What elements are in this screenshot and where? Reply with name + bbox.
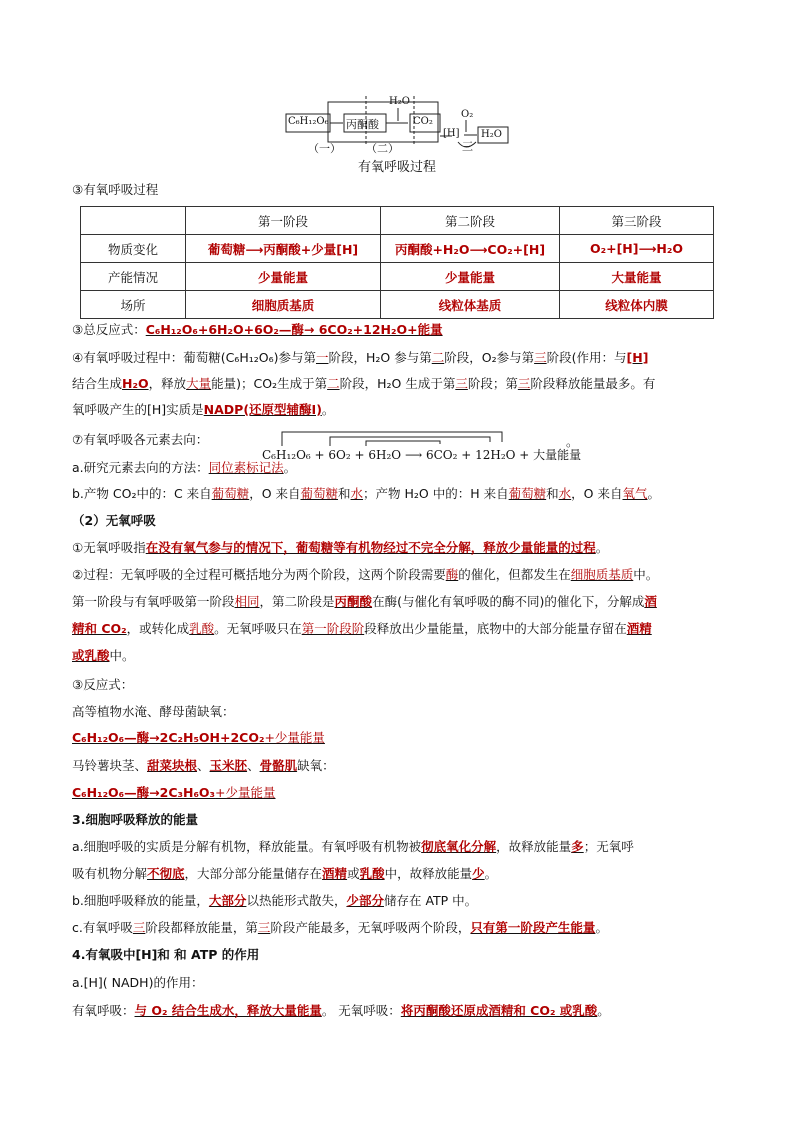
energy-line-4 bbox=[72, 918, 608, 936]
answer: 葡萄糖 bbox=[508, 486, 547, 501]
energy-release-title: 3.细胞呼吸释放的能量 bbox=[72, 812, 198, 827]
energy-line-1 bbox=[72, 837, 634, 855]
table-cell: 线粒体内膜 bbox=[560, 291, 714, 319]
answer: 少 bbox=[472, 866, 485, 881]
text: ②过程：无氧呼吸的全过程可概括地分为两个阶段，这两个阶段需要 bbox=[72, 567, 446, 582]
text: 中，故释放能量 bbox=[384, 866, 473, 881]
answer: 或乳酸 bbox=[72, 648, 110, 663]
answer: 三 bbox=[455, 376, 468, 391]
stage-one-label: （一） bbox=[308, 142, 341, 155]
answer: C₆H₁₂O₆—酶→2C₂H₅OH+2CO₂ bbox=[72, 730, 265, 745]
anaerobic-title: （2）无氧呼吸 bbox=[72, 513, 156, 528]
answer: 酒精 bbox=[322, 866, 348, 881]
element-flow-products-line bbox=[72, 484, 660, 502]
text: b.细胞呼吸释放的能量， bbox=[72, 893, 209, 908]
answer: 大部分 bbox=[208, 893, 247, 908]
element-flow-equation: C₆H₁₂O₆ + 6O₂ + 6H₂O ⟶ 6CO₂ + 12H₂O + 大量能量 bbox=[262, 448, 582, 462]
aerobic-note-line-3 bbox=[72, 400, 334, 418]
text: ，O 来自 bbox=[249, 486, 301, 501]
aerobic-stages-table bbox=[80, 206, 714, 319]
text: 阶段都释放能量，第 bbox=[145, 920, 258, 935]
text: 。 bbox=[595, 920, 608, 935]
answer: C₆H₁₂O₆—酶→2C₃H₆O₃ bbox=[72, 785, 216, 800]
text: 和 bbox=[546, 486, 559, 501]
answer: 不彻底 bbox=[147, 866, 185, 881]
answer: 在没有氧气参与的情况下，葡萄糖等有机物经过不完全分解，释放少量能量的过程 bbox=[145, 540, 596, 555]
answer: 水 bbox=[558, 486, 572, 501]
answer: 大量 bbox=[186, 376, 212, 391]
total-equation-label: ③总反应式： bbox=[72, 322, 146, 337]
answer: 一 bbox=[315, 350, 329, 365]
answer: NADP(还原型辅酶Ⅰ) bbox=[203, 402, 322, 417]
text: 阶段，H₂O 生成于第 bbox=[339, 376, 456, 391]
answer: 酒精 bbox=[626, 621, 652, 636]
table-cell: 丙酮酸+H₂O⟶CO₂+[H] bbox=[381, 235, 560, 263]
alcohol-fermentation-line bbox=[72, 728, 325, 746]
text: 结合生成 bbox=[72, 376, 123, 391]
answer: H₂O bbox=[122, 376, 149, 391]
table-header-cell: 第二阶段 bbox=[381, 207, 560, 235]
nadh-role-label: a.[H]( NADH)的作用： bbox=[72, 975, 204, 990]
stage-three-label: 三 bbox=[462, 140, 473, 153]
energy-line-3 bbox=[72, 891, 477, 909]
section-aerobic-process-title: ③有氧呼吸过程 bbox=[72, 182, 159, 197]
diagram-caption: 有氧呼吸过程 bbox=[358, 160, 437, 175]
answer: 少部分 bbox=[346, 893, 384, 908]
answer: 三 bbox=[257, 920, 271, 935]
text: 马铃薯块茎、 bbox=[72, 758, 148, 773]
text: 。 bbox=[484, 866, 498, 881]
text: 。 bbox=[595, 540, 609, 555]
plant-yeast-label: 高等植物水淹、酵母菌缺氧： bbox=[72, 704, 235, 719]
text: 段释放出少量能量，底物中的大部分能量存留在 bbox=[364, 621, 627, 636]
anaerobic-line-3 bbox=[72, 592, 657, 610]
table-cell: O₂+[H]⟶H₂O bbox=[560, 235, 714, 263]
text: ，故释放能量 bbox=[496, 839, 572, 854]
answer: 水 bbox=[350, 486, 364, 501]
text: 。 无氧呼吸： bbox=[321, 1003, 401, 1018]
table-row bbox=[81, 291, 714, 319]
text: 有氧呼吸： bbox=[72, 1003, 135, 1018]
table-cell: 线粒体基质 bbox=[381, 291, 560, 319]
table-header-cell: 第三阶段 bbox=[560, 207, 714, 235]
answer: 葡萄糖 bbox=[300, 486, 339, 501]
nadh-role-line bbox=[72, 1001, 610, 1019]
element-flow-method-line bbox=[72, 458, 296, 476]
h-atp-role-title: 4.有氧吸中[H]和 和 ATP 的作用 bbox=[72, 947, 260, 962]
h2o-output-label: H₂O bbox=[481, 129, 502, 140]
answer: 与 O₂ 结合生成水，释放大量能量 bbox=[134, 1003, 322, 1018]
table-header-cell: 第一阶段 bbox=[186, 207, 381, 235]
energy-line-2 bbox=[72, 864, 497, 882]
answer: +少量能量 bbox=[264, 730, 325, 745]
text: 吸有机物分解 bbox=[72, 866, 148, 881]
answer: 玉米胚 bbox=[209, 758, 248, 773]
aerobic-process-diagram bbox=[280, 96, 520, 176]
text: 的催化，但都发生在 bbox=[458, 567, 571, 582]
table-row-label: 场所 bbox=[81, 291, 186, 319]
answer: 细胞质基质 bbox=[570, 567, 634, 582]
text: 中。 bbox=[633, 567, 659, 582]
table-row bbox=[81, 263, 714, 291]
text: c.有氧呼吸 bbox=[72, 920, 133, 935]
o2-input-label: O₂ bbox=[461, 109, 474, 120]
answer: 只有第一阶段产生能量 bbox=[470, 920, 596, 935]
text: 中。 bbox=[109, 648, 135, 663]
aerobic-note-line-2 bbox=[72, 374, 655, 392]
table-row-label: 物质变化 bbox=[81, 235, 186, 263]
answer: 骨骼肌 bbox=[259, 758, 298, 773]
text: 、 bbox=[247, 758, 260, 773]
answer: 乳酸 bbox=[359, 866, 385, 881]
table-header-row bbox=[81, 207, 714, 235]
answer: 三 bbox=[534, 350, 547, 365]
answer: 酒 bbox=[644, 594, 657, 609]
text: ①无氧呼吸指 bbox=[72, 540, 146, 555]
text: ，大部分部分能量储存在 bbox=[184, 866, 323, 881]
text: 阶段，O₂参与第 bbox=[444, 350, 535, 365]
text: a.细胞呼吸的实质是分解有机物，释放能量。有氧呼吸有机物被 bbox=[72, 839, 422, 854]
answer: 同位素标记法 bbox=[208, 460, 284, 475]
anaerobic-line-1 bbox=[72, 538, 608, 556]
text: 缺氧： bbox=[297, 758, 335, 773]
text: ，O 来自 bbox=[571, 486, 623, 501]
text: ，或转化成 bbox=[126, 621, 190, 636]
text: 、 bbox=[197, 758, 210, 773]
element-flow-arrows bbox=[270, 428, 530, 448]
answer: 乳酸 bbox=[189, 621, 215, 636]
text: 。 bbox=[283, 460, 297, 475]
answer: 二 bbox=[327, 376, 340, 391]
text: 阶段释放能量最多。有 bbox=[530, 376, 656, 391]
text: 阶段；第 bbox=[467, 376, 518, 391]
text: 以热能形式散失， bbox=[246, 893, 347, 908]
answer: 将丙酮酸还原成酒精和 CO₂ 或乳酸 bbox=[400, 1003, 598, 1018]
answer: 多 bbox=[571, 839, 584, 854]
lactic-fermentation-line bbox=[72, 783, 276, 801]
table-cell: 细胞质基质 bbox=[186, 291, 381, 319]
text: ；产物 H₂O 中的：H 来自 bbox=[363, 486, 509, 501]
text: ，第二阶段是 bbox=[259, 594, 335, 609]
text: 在酶(与催化有氧呼吸的酶不同)的催化下，分解成 bbox=[372, 594, 645, 609]
answer: 三 bbox=[517, 376, 531, 391]
table-cell: 大量能量 bbox=[560, 263, 714, 291]
text: 阶段，H₂O 参与第 bbox=[328, 350, 432, 365]
answer: 甜菜块根 bbox=[147, 758, 198, 773]
answer: 三 bbox=[132, 920, 146, 935]
anaerobic-line-2 bbox=[72, 565, 658, 583]
text: 。 bbox=[647, 486, 661, 501]
text: 第一阶段与有氧呼吸第一阶段 bbox=[72, 594, 235, 609]
text: 能量)；CO₂生成于第 bbox=[211, 376, 328, 391]
text: 。 bbox=[597, 1003, 610, 1018]
answer: 彻底氧化分解 bbox=[421, 839, 497, 854]
answer: +少量能量 bbox=[215, 785, 276, 800]
answer: 氧气 bbox=[622, 486, 648, 501]
text: ④有氧呼吸过程中：葡萄糖(C₆H₁₂O₆)参与第 bbox=[72, 350, 316, 365]
text: 和 bbox=[338, 486, 351, 501]
h-label: [H] bbox=[443, 128, 460, 139]
aerobic-note-line-1 bbox=[72, 348, 648, 366]
element-flow-dot: 。 bbox=[566, 434, 579, 449]
text: 阶段产能最多，无氧呼吸两个阶段， bbox=[270, 920, 471, 935]
answer: 酶 bbox=[445, 567, 459, 582]
text: 或 bbox=[347, 866, 360, 881]
glucose-box-label: C₆H₁₂O₆ bbox=[288, 116, 329, 127]
table-header-cell bbox=[81, 207, 186, 235]
table-cell: 少量能量 bbox=[186, 263, 381, 291]
text: b.产物 CO₂中的：C 来自 bbox=[72, 486, 212, 501]
table-cell: 少量能量 bbox=[381, 263, 560, 291]
text: 氧呼吸产生的[H]实质是 bbox=[72, 402, 204, 417]
text: 阶段(作用：与 bbox=[546, 350, 627, 365]
anaerobic-line-4 bbox=[72, 619, 652, 637]
text: 。 bbox=[321, 402, 335, 417]
total-equation-line bbox=[72, 320, 443, 338]
anaerobic-reaction-label: ③反应式： bbox=[72, 677, 134, 692]
co2-box-label: CO₂ bbox=[413, 116, 433, 127]
text: ，释放 bbox=[148, 376, 187, 391]
total-equation: C₆H₁₂O₆+6H₂O+6O₂—酶→ 6CO₂+12H₂O+能量 bbox=[145, 322, 443, 337]
answer: 精和 CO₂ bbox=[72, 621, 127, 636]
pyruvate-box-label: 丙酮酸 bbox=[346, 118, 379, 131]
answer: [H] bbox=[626, 350, 649, 365]
element-flow-title: ⑦有氧呼吸各元素去向： bbox=[72, 432, 209, 447]
table-row bbox=[81, 235, 714, 263]
answer: 葡萄糖 bbox=[211, 486, 250, 501]
answer: 第一阶段阶 bbox=[301, 621, 365, 636]
table-row-label: 产能情况 bbox=[81, 263, 186, 291]
stage-two-label: （二） bbox=[366, 142, 399, 155]
h2o-input-label: H₂O bbox=[389, 96, 410, 107]
anaerobic-line-5 bbox=[72, 646, 135, 664]
answer: 相同 bbox=[234, 594, 260, 609]
text: 。无氧呼吸只在 bbox=[214, 621, 302, 636]
answer: 二 bbox=[431, 350, 445, 365]
text: a.研究元素去向的方法： bbox=[72, 460, 209, 475]
table-cell: 葡萄糖⟶丙酮酸+少量[H] bbox=[186, 235, 381, 263]
text: 储存在 ATP 中。 bbox=[383, 893, 478, 908]
text: ；无氧呼 bbox=[583, 839, 634, 854]
answer: 丙酮酸 bbox=[334, 594, 373, 609]
lactic-organisms-line bbox=[72, 756, 335, 774]
